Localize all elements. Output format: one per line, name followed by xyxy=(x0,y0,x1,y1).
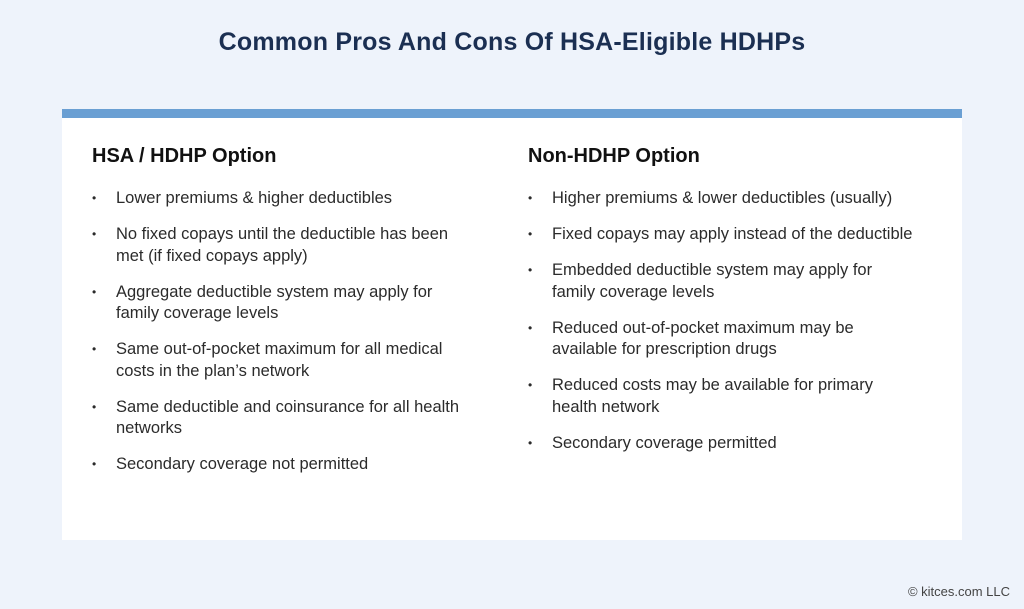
list-item: • Secondary coverage not permitted xyxy=(92,454,472,476)
list-item: • Secondary coverage permitted xyxy=(528,433,918,455)
column-heading: Non-HDHP Option xyxy=(528,145,700,167)
list-item: • Higher premiums & lower deductibles (usually) xyxy=(528,188,918,210)
bullet-icon: • xyxy=(528,435,533,450)
list-item: • Same out-of-pocket maximum for all medical costs in the plan’s network xyxy=(92,340,443,380)
bullet-icon: • xyxy=(92,191,97,205)
list-item: • Lower premiums & higher deductibles xyxy=(92,188,472,210)
hsa-hdhp-column xyxy=(92,145,472,490)
bullet-icon: • xyxy=(528,263,533,277)
list-item: • Reduced costs may be available for primary health network xyxy=(528,376,873,416)
list-item: • Fixed copays may apply instead of the deductible xyxy=(528,224,918,246)
bullet-icon: • xyxy=(92,227,97,241)
bullet-icon: • xyxy=(92,457,97,471)
accent-bar xyxy=(62,109,962,118)
bullet-icon: • xyxy=(92,399,97,414)
list-item: • Reduced out-of-pocket maximum may be available for prescription drugs xyxy=(528,318,854,358)
copyright-footer: © kitces.com LLC xyxy=(907,584,1010,599)
bullet-icon: • xyxy=(528,378,533,392)
bullet-icon: • xyxy=(92,342,97,356)
list-item: • Aggregate deductible system may apply for family coverage levels xyxy=(92,282,433,322)
bullet-list xyxy=(92,188,472,476)
bullet-icon: • xyxy=(528,320,533,335)
page-title: Common Pros And Cons Of HSA-Eligible HDHPs xyxy=(218,28,806,56)
bullet-icon: • xyxy=(528,227,533,241)
list-item: • Same deductible and coinsurance for all health networks xyxy=(92,397,460,437)
bullet-list xyxy=(528,188,918,454)
list-item: • No fixed copays until the deductible has been met (if fixed copays apply) xyxy=(92,225,449,265)
list-item: • Embedded deductible system may apply for family coverage levels xyxy=(528,261,873,301)
bullet-icon: • xyxy=(92,284,97,299)
comparison-panel xyxy=(62,109,962,540)
non-hdhp-column xyxy=(528,145,918,469)
bullet-icon: • xyxy=(528,191,533,205)
column-heading: HSA / HDHP Option xyxy=(92,145,277,167)
